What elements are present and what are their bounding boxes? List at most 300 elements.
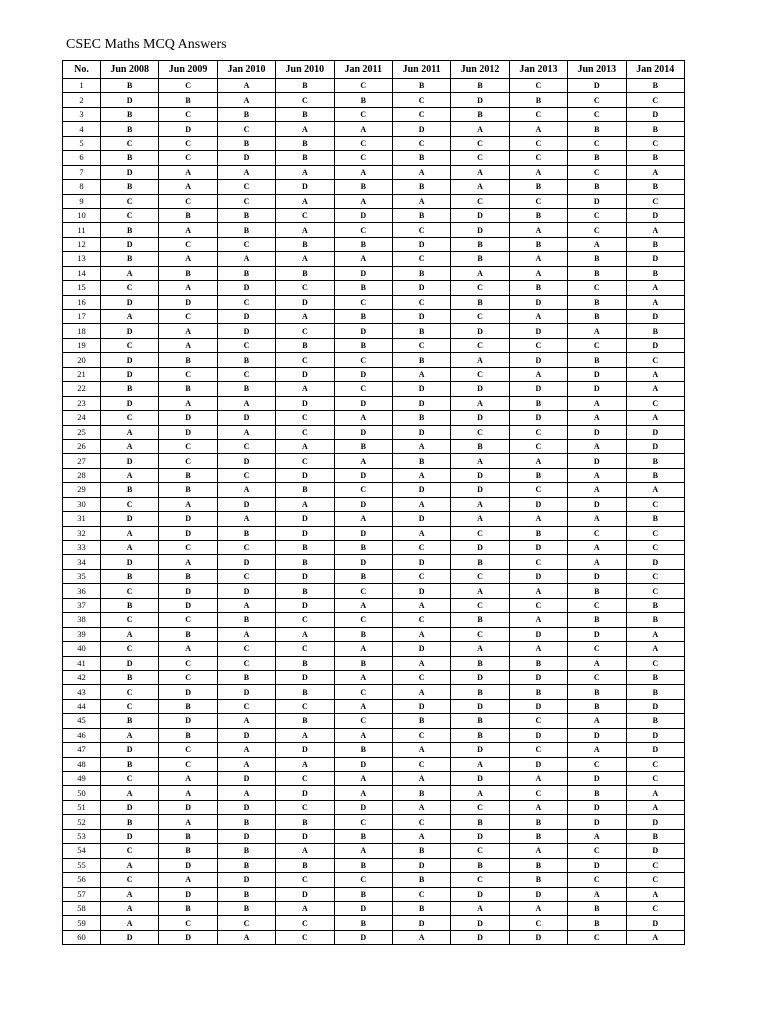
answer-cell: B — [509, 208, 567, 222]
answer-cell: B — [217, 858, 275, 872]
answer-cell: D — [568, 627, 626, 641]
answer-cell: A — [451, 584, 509, 598]
answer-cell: D — [392, 699, 450, 713]
answer-cell: B — [392, 353, 450, 367]
question-number-cell: 7 — [63, 165, 101, 179]
answer-cell: D — [568, 382, 626, 396]
answer-cell: B — [392, 151, 450, 165]
question-number-cell: 2 — [63, 93, 101, 107]
table-row — [63, 382, 685, 396]
answer-cell: A — [568, 468, 626, 482]
answer-cell: D — [626, 728, 684, 742]
answer-cell: B — [276, 584, 334, 598]
answer-cell: C — [626, 901, 684, 915]
answer-cell: D — [334, 930, 392, 944]
answer-cell: D — [217, 772, 275, 786]
answer-cell: C — [451, 598, 509, 612]
answer-cell: D — [568, 772, 626, 786]
answer-cell: B — [217, 223, 275, 237]
answer-cell: C — [509, 714, 567, 728]
answer-cell: B — [568, 584, 626, 598]
answer-cell: B — [392, 266, 450, 280]
question-number-cell: 52 — [63, 815, 101, 829]
answer-cell: A — [101, 541, 159, 555]
answer-cell: D — [509, 627, 567, 641]
question-number-cell: 36 — [63, 584, 101, 598]
answer-cell: D — [626, 699, 684, 713]
table-row — [63, 497, 685, 511]
answer-cell: A — [217, 483, 275, 497]
answer-cell: B — [392, 411, 450, 425]
answer-cell: B — [568, 252, 626, 266]
question-number-cell: 5 — [63, 136, 101, 150]
answer-cell: B — [217, 670, 275, 684]
answer-cell: B — [101, 670, 159, 684]
answer-cell: C — [451, 281, 509, 295]
answer-cell: D — [101, 454, 159, 468]
answer-cell: C — [334, 873, 392, 887]
answer-cell: A — [334, 512, 392, 526]
answer-cell: C — [217, 916, 275, 930]
question-number-cell: 56 — [63, 873, 101, 887]
answer-cell: B — [334, 858, 392, 872]
answer-cell: D — [101, 93, 159, 107]
answer-cell: D — [626, 425, 684, 439]
table-row — [63, 584, 685, 598]
answer-cell: C — [217, 569, 275, 583]
answer-cell: B — [217, 844, 275, 858]
answer-cell: B — [101, 122, 159, 136]
answer-cell: B — [509, 858, 567, 872]
answer-cell: C — [568, 598, 626, 612]
column-header-exam: Jun 2009 — [159, 61, 217, 79]
column-header-exam: Jun 2008 — [101, 61, 159, 79]
answer-cell: A — [217, 396, 275, 410]
question-number-cell: 25 — [63, 425, 101, 439]
answer-cell: B — [276, 79, 334, 93]
answer-cell: D — [626, 310, 684, 324]
answer-cell: C — [159, 151, 217, 165]
answer-cell: B — [451, 79, 509, 93]
answer-cell: C — [626, 396, 684, 410]
table-row — [63, 512, 685, 526]
answer-cell: C — [101, 411, 159, 425]
answer-cell: D — [626, 844, 684, 858]
answer-cell: D — [392, 483, 450, 497]
answer-cell: C — [626, 873, 684, 887]
answer-cell: D — [392, 512, 450, 526]
answer-cell: A — [217, 93, 275, 107]
question-number-cell: 35 — [63, 569, 101, 583]
answer-cell: C — [101, 208, 159, 222]
answer-cell: A — [626, 382, 684, 396]
answer-cell: C — [159, 916, 217, 930]
answer-cell: C — [159, 670, 217, 684]
answer-cell: C — [101, 497, 159, 511]
question-number-cell: 26 — [63, 439, 101, 453]
answer-cell: D — [159, 887, 217, 901]
answer-cell: C — [451, 800, 509, 814]
answer-cell: A — [568, 396, 626, 410]
table-row — [63, 526, 685, 540]
table-row — [63, 555, 685, 569]
answer-cell: C — [451, 136, 509, 150]
answer-cell: D — [334, 526, 392, 540]
answer-cell: B — [276, 815, 334, 829]
answer-cell: D — [568, 79, 626, 93]
answer-cell: C — [626, 93, 684, 107]
answer-cell: D — [217, 685, 275, 699]
answer-cell: C — [334, 613, 392, 627]
answer-cell: D — [626, 107, 684, 121]
answer-cell: C — [509, 555, 567, 569]
answer-cell: A — [568, 887, 626, 901]
table-row — [63, 613, 685, 627]
answer-cell: B — [159, 844, 217, 858]
answer-cell: D — [392, 396, 450, 410]
answer-cell: A — [217, 252, 275, 266]
answer-cell: A — [101, 266, 159, 280]
answer-cell: A — [159, 555, 217, 569]
question-number-cell: 41 — [63, 656, 101, 670]
question-number-cell: 17 — [63, 310, 101, 324]
answer-cell: D — [568, 367, 626, 381]
answer-cell: B — [334, 93, 392, 107]
answer-cell: C — [451, 151, 509, 165]
answer-cell: D — [451, 670, 509, 684]
answer-cell: D — [217, 800, 275, 814]
column-header-exam: Jan 2011 — [334, 61, 392, 79]
answer-cell: A — [276, 310, 334, 324]
answer-cell: A — [217, 757, 275, 771]
answer-cell: B — [101, 180, 159, 194]
answer-cell: D — [217, 873, 275, 887]
answer-cell: C — [509, 151, 567, 165]
answer-cell: C — [217, 656, 275, 670]
table-row — [63, 541, 685, 555]
question-number-cell: 3 — [63, 107, 101, 121]
answer-cell: C — [509, 786, 567, 800]
answer-cell: B — [217, 815, 275, 829]
answer-cell: B — [626, 237, 684, 251]
answer-cell: C — [159, 79, 217, 93]
question-number-cell: 39 — [63, 627, 101, 641]
answer-cell: B — [334, 656, 392, 670]
answer-cell: A — [509, 772, 567, 786]
answer-cell: A — [217, 743, 275, 757]
answer-cell: B — [626, 512, 684, 526]
table-row — [63, 699, 685, 713]
answer-cell: D — [217, 829, 275, 843]
answer-cell: B — [626, 151, 684, 165]
answer-cell: D — [101, 367, 159, 381]
answer-cell: A — [626, 483, 684, 497]
answer-cell: C — [451, 569, 509, 583]
answer-cell: A — [568, 439, 626, 453]
question-number-cell: 42 — [63, 670, 101, 684]
question-number-cell: 45 — [63, 714, 101, 728]
answer-cell: B — [276, 555, 334, 569]
table-row — [63, 151, 685, 165]
table-row — [63, 396, 685, 410]
answer-cell: D — [392, 642, 450, 656]
answer-cell: C — [217, 541, 275, 555]
table-row — [63, 743, 685, 757]
table-row — [63, 107, 685, 121]
question-number-cell: 8 — [63, 180, 101, 194]
answer-cell: B — [392, 180, 450, 194]
answer-cell: B — [276, 858, 334, 872]
answer-cell: B — [159, 829, 217, 843]
answer-cell: A — [101, 468, 159, 482]
answer-cell: C — [509, 916, 567, 930]
answer-cell: D — [451, 541, 509, 555]
answer-cell: C — [159, 439, 217, 453]
answer-cell: D — [509, 295, 567, 309]
question-number-cell: 16 — [63, 295, 101, 309]
answer-cell: C — [217, 367, 275, 381]
answer-cell: C — [334, 107, 392, 121]
table-row — [63, 266, 685, 280]
answer-cell: D — [101, 165, 159, 179]
answer-cell: A — [568, 237, 626, 251]
answer-cell: C — [392, 295, 450, 309]
question-number-cell: 23 — [63, 396, 101, 410]
answer-cell: A — [451, 786, 509, 800]
answer-cell: D — [101, 512, 159, 526]
question-number-cell: 40 — [63, 642, 101, 656]
answer-cell: C — [509, 425, 567, 439]
answer-cell: B — [334, 338, 392, 352]
column-header-exam: Jan 2013 — [509, 61, 567, 79]
answer-cell: B — [159, 93, 217, 107]
column-header-number: No. — [63, 61, 101, 79]
answer-cell: A — [392, 685, 450, 699]
answer-cell: B — [392, 454, 450, 468]
question-number-cell: 44 — [63, 699, 101, 713]
answer-cell: C — [276, 353, 334, 367]
answer-cell: A — [276, 439, 334, 453]
answer-cell: D — [276, 670, 334, 684]
table-row — [63, 79, 685, 93]
answer-cell: C — [334, 151, 392, 165]
answer-cell: D — [276, 829, 334, 843]
header-row — [63, 61, 685, 79]
answer-cell: D — [101, 295, 159, 309]
answer-cell: C — [626, 526, 684, 540]
answer-cell: A — [159, 772, 217, 786]
question-number-cell: 48 — [63, 757, 101, 771]
answer-cell: C — [159, 656, 217, 670]
answer-cell: C — [626, 772, 684, 786]
answer-cell: B — [626, 180, 684, 194]
answer-cell: D — [276, 367, 334, 381]
answer-cell: B — [101, 815, 159, 829]
answer-cell: C — [217, 237, 275, 251]
answer-cell: A — [568, 656, 626, 670]
answer-cell: C — [626, 194, 684, 208]
answer-cell: B — [509, 685, 567, 699]
answer-cell: C — [276, 454, 334, 468]
answer-cell: A — [334, 772, 392, 786]
answer-cell: C — [159, 367, 217, 381]
answer-cell: B — [101, 223, 159, 237]
table-row — [63, 844, 685, 858]
question-number-cell: 6 — [63, 151, 101, 165]
answer-cell: B — [451, 685, 509, 699]
answer-cell: D — [392, 555, 450, 569]
answer-cell: D — [392, 310, 450, 324]
table-row — [63, 439, 685, 453]
answer-cell: C — [509, 338, 567, 352]
answer-cell: A — [334, 699, 392, 713]
answer-cell: A — [334, 728, 392, 742]
table-row — [63, 324, 685, 338]
answer-cell: B — [392, 714, 450, 728]
answer-cell: C — [101, 873, 159, 887]
answer-cell: A — [451, 454, 509, 468]
answer-cell: A — [159, 165, 217, 179]
answer-cell: C — [276, 613, 334, 627]
answer-cell: C — [568, 757, 626, 771]
answer-cell: B — [334, 281, 392, 295]
answer-cell: B — [626, 598, 684, 612]
answer-cell: D — [392, 858, 450, 872]
table-row — [63, 873, 685, 887]
answer-cell: C — [568, 223, 626, 237]
answer-cell: D — [334, 367, 392, 381]
answer-cell: B — [568, 180, 626, 194]
answer-cell: B — [101, 569, 159, 583]
answer-cell: D — [334, 468, 392, 482]
answer-cell: D — [392, 584, 450, 598]
answer-cell: B — [392, 873, 450, 887]
answer-cell: B — [334, 743, 392, 757]
answer-cell: D — [451, 887, 509, 901]
table-row — [63, 93, 685, 107]
answer-cell: D — [334, 266, 392, 280]
answer-cell: A — [392, 627, 450, 641]
answer-cell: A — [101, 916, 159, 930]
answer-cell: B — [626, 266, 684, 280]
answer-cell: B — [451, 252, 509, 266]
answer-cell: D — [217, 497, 275, 511]
question-number-cell: 47 — [63, 743, 101, 757]
answer-cell: B — [451, 295, 509, 309]
answer-cell: D — [159, 598, 217, 612]
answer-cell: C — [101, 584, 159, 598]
answer-cell: A — [334, 194, 392, 208]
answer-cell: D — [451, 483, 509, 497]
answer-cell: B — [159, 569, 217, 583]
table-row — [63, 180, 685, 194]
question-number-cell: 51 — [63, 800, 101, 814]
answer-cell: D — [217, 728, 275, 742]
answer-cell: B — [451, 858, 509, 872]
answer-cell: C — [101, 844, 159, 858]
column-header-exam: Jan 2014 — [626, 61, 684, 79]
table-row — [63, 468, 685, 482]
answer-cell: C — [392, 887, 450, 901]
answer-cell: B — [568, 699, 626, 713]
answer-cell: C — [509, 79, 567, 93]
answer-cell: A — [509, 642, 567, 656]
answer-cell: C — [626, 353, 684, 367]
answer-cell: A — [509, 584, 567, 598]
answer-cell: A — [451, 266, 509, 280]
answer-cell: C — [276, 93, 334, 107]
answer-cell: A — [217, 930, 275, 944]
table-row — [63, 829, 685, 843]
answer-cell: C — [276, 916, 334, 930]
answer-cell: A — [626, 887, 684, 901]
answer-cell: D — [392, 382, 450, 396]
answer-cell: C — [334, 382, 392, 396]
answer-cell: A — [159, 642, 217, 656]
answer-cell: A — [217, 598, 275, 612]
answer-cell: B — [276, 237, 334, 251]
answer-cell: D — [451, 930, 509, 944]
answer-cell: D — [451, 223, 509, 237]
answer-cell: B — [568, 295, 626, 309]
table-row — [63, 670, 685, 684]
answer-cell: C — [217, 699, 275, 713]
answer-cell: D — [568, 800, 626, 814]
answer-cell: D — [392, 122, 450, 136]
question-number-cell: 58 — [63, 901, 101, 915]
answer-cell: B — [451, 439, 509, 453]
table-row — [63, 483, 685, 497]
answer-cell: A — [276, 382, 334, 396]
answer-cell: C — [392, 569, 450, 583]
answer-cell: D — [217, 310, 275, 324]
answer-cell: C — [159, 541, 217, 555]
answer-cell: C — [217, 122, 275, 136]
answer-cell: A — [276, 165, 334, 179]
question-number-cell: 9 — [63, 194, 101, 208]
answer-cell: D — [509, 757, 567, 771]
answer-cell: A — [626, 930, 684, 944]
table-row — [63, 165, 685, 179]
question-number-cell: 57 — [63, 887, 101, 901]
table-row — [63, 425, 685, 439]
answer-cell: C — [276, 411, 334, 425]
answer-cell: D — [276, 598, 334, 612]
question-number-cell: 1 — [63, 79, 101, 93]
answer-cell: A — [334, 165, 392, 179]
answer-cell: A — [159, 324, 217, 338]
table-row — [63, 353, 685, 367]
table-row — [63, 223, 685, 237]
answer-cell: B — [509, 873, 567, 887]
answer-cell: A — [626, 800, 684, 814]
answer-cell: B — [451, 728, 509, 742]
answer-cell: B — [568, 685, 626, 699]
answer-cell: A — [392, 526, 450, 540]
answer-cell: A — [509, 367, 567, 381]
answer-cell: D — [509, 324, 567, 338]
answer-cell: D — [159, 714, 217, 728]
answer-cell: C — [568, 338, 626, 352]
answer-cell: C — [392, 136, 450, 150]
answer-cell: B — [159, 353, 217, 367]
answer-cell: D — [101, 555, 159, 569]
answer-cell: A — [101, 728, 159, 742]
answer-cell: D — [159, 122, 217, 136]
question-number-cell: 30 — [63, 497, 101, 511]
answer-cell: A — [509, 844, 567, 858]
answer-cell: C — [101, 642, 159, 656]
